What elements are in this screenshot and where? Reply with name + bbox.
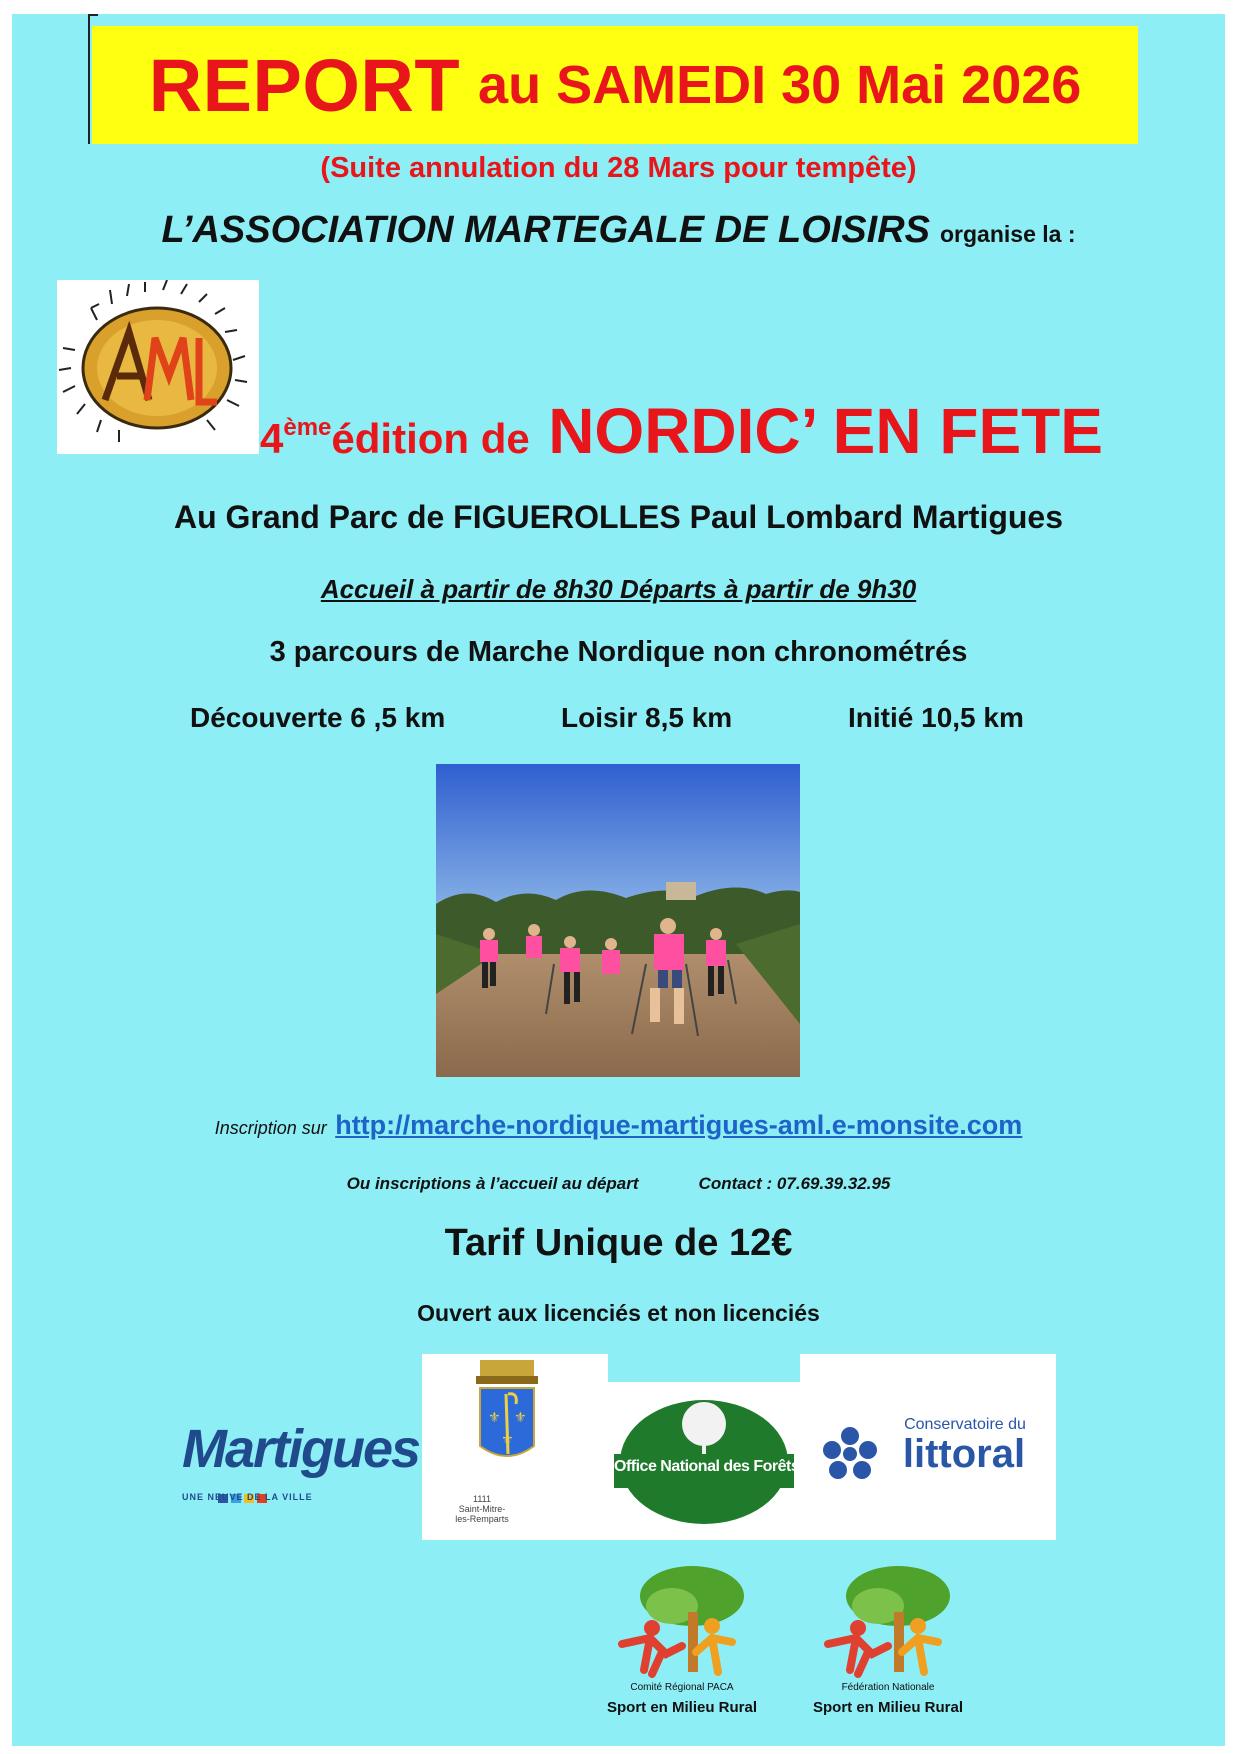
sport-nat-line2: Sport en Milieu Rural bbox=[812, 1699, 963, 1716]
cursor-marker-top bbox=[88, 14, 98, 16]
onf-logo bbox=[608, 1382, 800, 1540]
aml-logo-text: AML bbox=[157, 450, 160, 451]
registration-label: Inscription sur bbox=[214, 1118, 327, 1138]
sport-paca-line1: Comité Régional PACA bbox=[630, 1682, 734, 1693]
organizer-suffix: organise la : bbox=[940, 221, 1076, 247]
organizer-line bbox=[12, 209, 1225, 252]
report-word: REPORT bbox=[148, 43, 461, 127]
edition-suffix: ème bbox=[283, 414, 332, 441]
edition-number: 4 bbox=[260, 415, 284, 462]
route-loisir: Loisir 8,5 km bbox=[561, 702, 733, 733]
price: Tarif Unique de 12€ bbox=[444, 1222, 793, 1264]
report-banner bbox=[92, 26, 1138, 144]
report-date: au SAMEDI 30 Mai 2026 bbox=[478, 55, 1082, 115]
onsite-registration: Ou inscriptions à l’accueil au départ bbox=[346, 1174, 639, 1193]
svg-text:⚜: ⚜ bbox=[501, 1431, 514, 1447]
route-decouverte: Découverte 6 ,5 km bbox=[190, 702, 446, 733]
sport-paca-line2: Sport en Milieu Rural bbox=[606, 1699, 757, 1716]
sport-nat-line1: Fédération Nationale bbox=[841, 1682, 935, 1693]
saint-mitre-line2: Saint-Mitre- bbox=[458, 1504, 506, 1514]
sport-rural-national-logo bbox=[798, 1562, 978, 1732]
parcours-title: 3 parcours de Marche Nordique non chronométrés bbox=[269, 636, 968, 668]
onf-name: Office National des Forêts bbox=[614, 1458, 800, 1475]
littoral-logo bbox=[800, 1354, 1056, 1540]
edition-text: édition de bbox=[331, 415, 530, 462]
saint-mitre-line1: 1111 bbox=[472, 1494, 492, 1504]
eligibility: Ouvert aux licenciés et non licenciés bbox=[417, 1300, 820, 1326]
svg-text:⚜: ⚜ bbox=[514, 1409, 527, 1425]
saint-mitre-line3: les-Remparts bbox=[455, 1514, 509, 1524]
registration-info bbox=[12, 1174, 1225, 1194]
nordic-walkers-photo bbox=[436, 764, 800, 1077]
martigues-logo bbox=[182, 1418, 422, 1536]
organizer-name: L’ASSOCIATION MARTEGALE DE LOISIRS bbox=[161, 209, 930, 251]
event-title-line bbox=[260, 394, 1220, 468]
venue: Au Grand Parc de FIGUEROLLES Paul Lombard Martigues bbox=[173, 499, 1064, 535]
aml-logo bbox=[57, 280, 259, 454]
saint-mitre-caption bbox=[422, 1494, 542, 1524]
schedule: Accueil à partir de 8h30 Départs à partir de 9h30 bbox=[320, 574, 917, 604]
route-initie: Initié 10,5 km bbox=[848, 702, 1024, 733]
martigues-tagline: UNE NEUVE DE LA VILLE bbox=[182, 1492, 313, 1502]
contact-phone: Contact : 07.69.39.32.95 bbox=[698, 1174, 891, 1193]
littoral-top: Conservatoire du bbox=[904, 1416, 1026, 1433]
flyer-page bbox=[12, 14, 1225, 1746]
cursor-marker bbox=[88, 14, 90, 144]
registration-line bbox=[12, 1110, 1225, 1141]
event-title: NORDIC’ EN FETE bbox=[548, 395, 1103, 467]
saint-mitre-logo bbox=[422, 1354, 608, 1540]
martigues-name: Martigues bbox=[182, 1419, 420, 1479]
cancellation-note: (Suite annulation du 28 Mars pour tempête) bbox=[320, 152, 917, 184]
registration-link[interactable]: http://marche-nordique-martigues-aml.e-monsite.com bbox=[335, 1110, 1023, 1140]
littoral-name: littoral bbox=[902, 1432, 1026, 1476]
svg-text:⚜: ⚜ bbox=[488, 1409, 501, 1425]
sport-rural-paca-logo bbox=[592, 1562, 772, 1732]
